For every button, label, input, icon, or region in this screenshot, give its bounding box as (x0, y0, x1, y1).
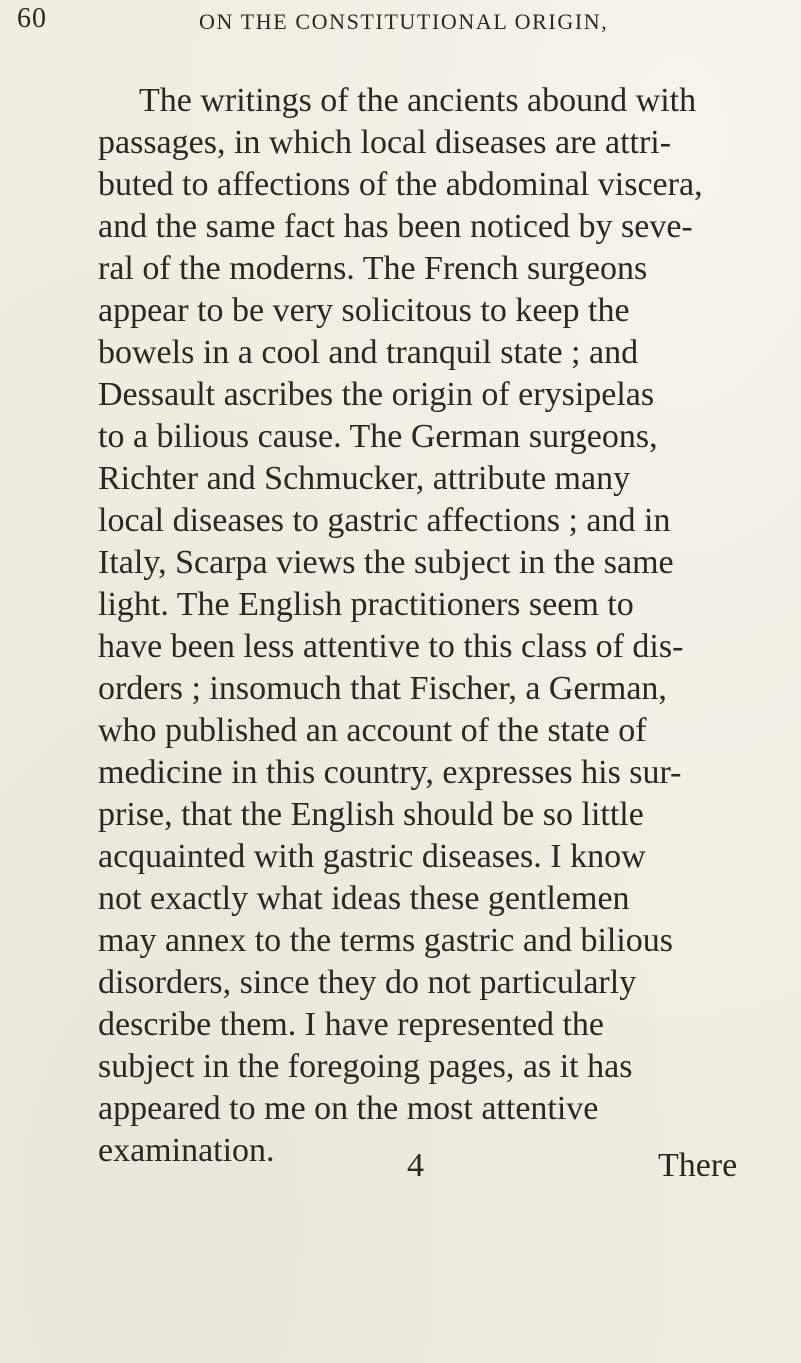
running-head (0, 3, 801, 43)
page-footer (0, 1145, 801, 1187)
text-line: examination. (98, 1132, 275, 1169)
text-line: disorders, since they do not particularly (98, 964, 637, 1001)
text-line: who published an account of the state of (98, 712, 647, 749)
text-line: acquainted with gastric diseases. I know (98, 838, 646, 875)
text-line: local diseases to gastric affections ; and in (98, 502, 671, 539)
text-line: prise, that the English should be so little (98, 796, 644, 833)
text-line: subject in the foregoing pages, as it has (98, 1048, 633, 1085)
signature-mark: 4 (407, 1147, 424, 1184)
text-line: appeared to me on the most attentive (98, 1090, 599, 1127)
text-line: describe them. I have represented the (98, 1006, 604, 1043)
text-line: may annex to the terms gastric and bilious (98, 922, 674, 959)
text-line: orders ; insomuch that Fischer, a German, (98, 670, 667, 707)
text-line: not exactly what ideas these gentlemen (98, 880, 630, 917)
text-line: Italy, Scarpa views the subject in the same (98, 544, 674, 581)
text-line: ral of the moderns. The French surgeons (98, 250, 648, 287)
text-line: The writings of the ancients abound with (139, 82, 697, 119)
catchword: There (658, 1147, 738, 1184)
text-line: bowels in a cool and tranquil state ; and (98, 334, 639, 371)
text-line: have been less attentive to this class of dis- (98, 628, 684, 665)
running-title: ON THE CONSTITUTIONAL ORIGIN, (199, 9, 609, 34)
text-line: Dessault ascribes the origin of erysipelas (98, 376, 655, 413)
text-line: and the same fact has been noticed by seve- (98, 208, 693, 245)
text-line: medicine in this country, expresses his sur- (98, 754, 682, 791)
text-line: buted to affections of the abdominal viscera, (98, 166, 703, 203)
text-line: light. The English practitioners seem to (98, 586, 634, 623)
text-line: to a bilious cause. The German surgeons, (98, 418, 658, 455)
page-number: 60 (17, 3, 47, 34)
text-line: appear to be very solicitous to keep the (98, 292, 630, 329)
text-line: Richter and Schmucker, attribute many (98, 460, 631, 497)
text-line: passages, in which local diseases are attri- (98, 124, 672, 161)
